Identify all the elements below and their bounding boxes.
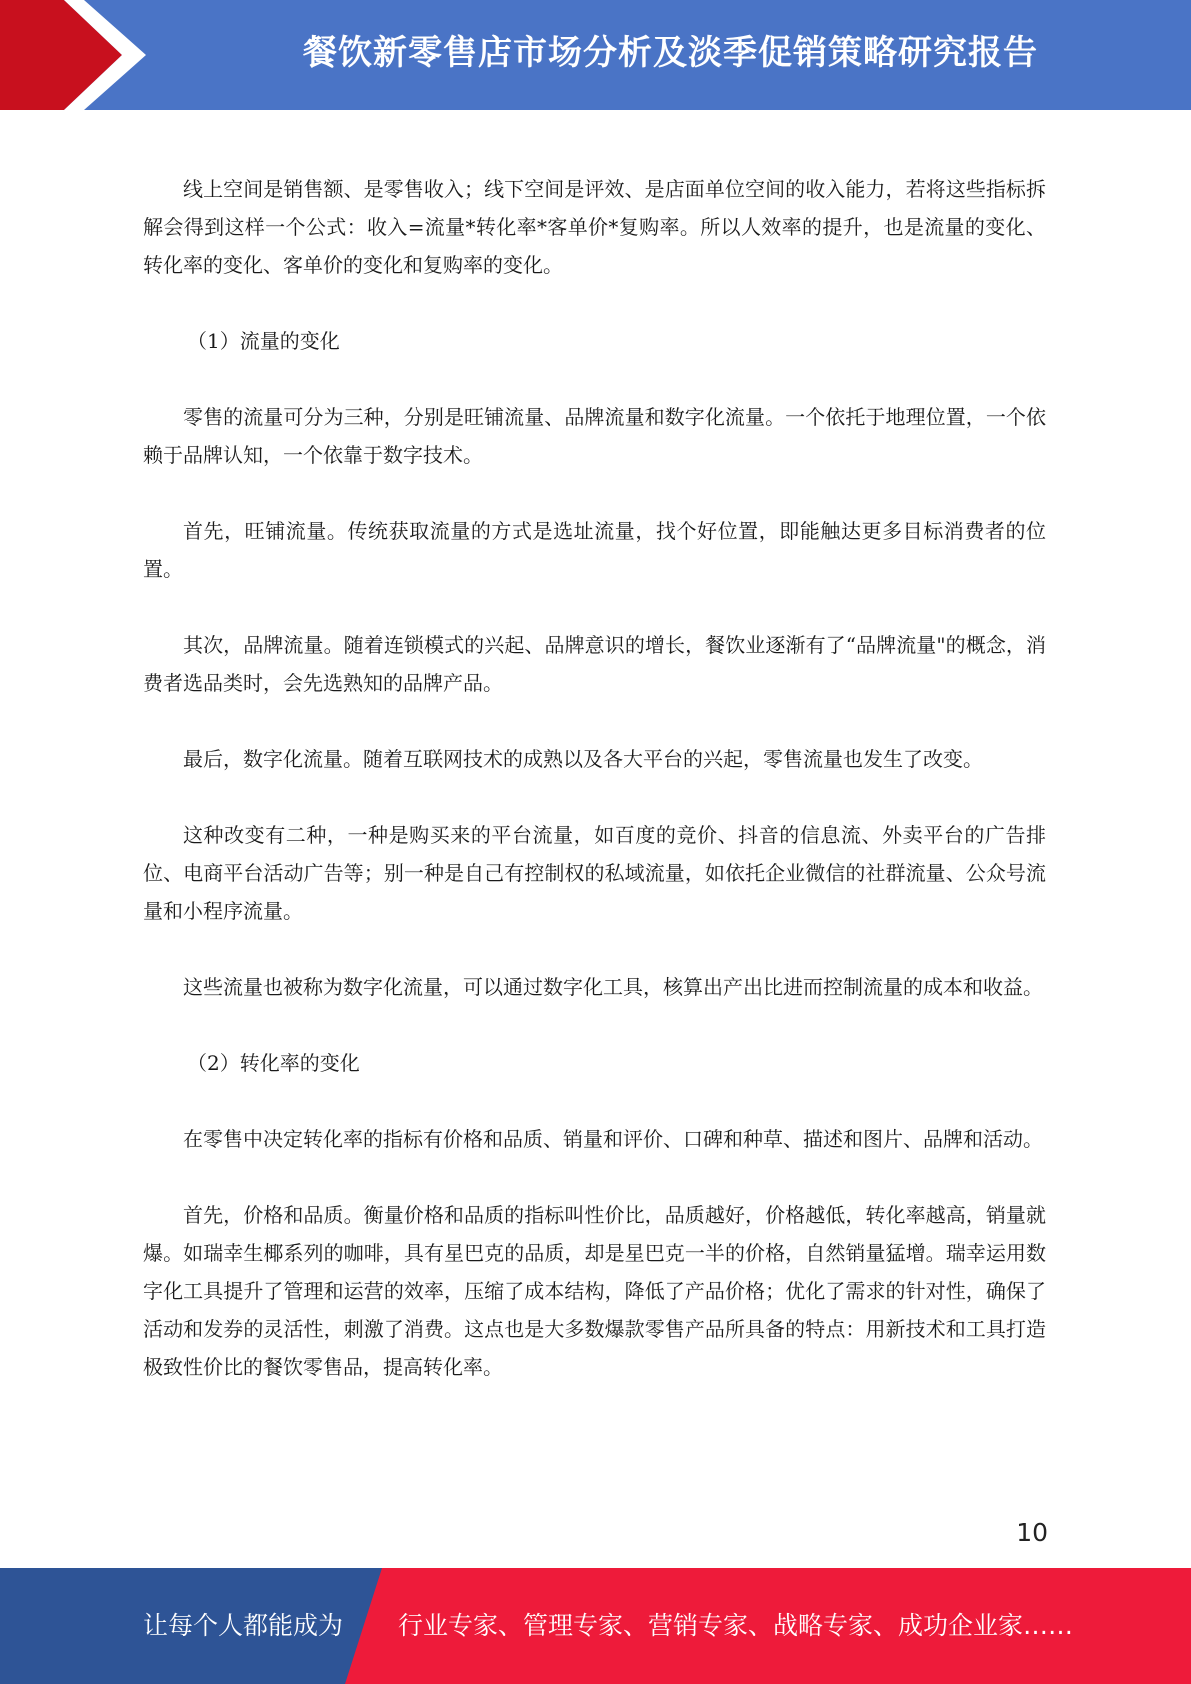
- report-title: 餐饮新零售店市场分析及淡季促销策略研究报告: [303, 33, 1038, 73]
- report-footer: [0, 1568, 1191, 1684]
- paragraph: 在零售中决定转化率的指标有价格和品质、销量和评价、口碑和种草、描述和图片、品牌和活动。: [183, 1127, 1043, 1151]
- paragraph: 这些流量也被称为数字化流量，可以通过数字化工具，核算出产出比进而控制流量的成本和收益。: [183, 975, 1043, 999]
- page-content: [143, 170, 1046, 1424]
- paragraph: 这种改变有二种，一种是购买来的平台流量，如百度的竞价、抖音的信息流、外卖平台的广告排位、电商平台活动广告等；别一种是自己有控制权的私域流量，如依托企业微信的社群流量、公众号流量和小程序流量。: [143, 823, 1046, 923]
- paragraph: 其次，品牌流量。随着连锁模式的兴起、品牌意识的增长，餐饮业逐渐有了“品牌流量"的概念，消费者选品类时，会先选熟知的品牌产品。: [143, 633, 1046, 695]
- footer-roles: 行业专家、管理专家、营销专家、战略专家、成功企业家……: [398, 1611, 1074, 1640]
- paragraph: 线上空间是销售额、是零售收入；线下空间是评效、是店面单位空间的收入能力，若将这些指标拆解会得到这样一个公式：收入=流量*转化率*客单价*复购率。所以人效率的提升，也是流量的变化、转化率的变化、客单价的变化和复购率的变化。: [143, 177, 1046, 277]
- paragraph: 首先，价格和品质。衡量价格和品质的指标叫性价比，品质越好，价格越低，转化率越高，销量就爆。如瑞幸生椰系列的咖啡，具有星巴克的品质，却是星巴克一半的价格，自然销量猛增。瑞幸运用数字化工具提升了管理和运营的效率，压缩了成本结构，降低了产品价格；优化了需求的针对性，确保了活动和发券的灵活性，刺激了消费。这点也是大多数爆款零售产品所具备的特点：用新技术和工具打造极致性价比的餐饮零售品，提高转化率。: [143, 1203, 1046, 1379]
- paragraph: 零售的流量可分为三种，分别是旺铺流量、品牌流量和数字化流量。一个依托于地理位置，一个依赖于品牌认知，一个依靠于数字技术。: [143, 405, 1046, 467]
- page-number: 10: [1016, 1518, 1048, 1547]
- footer-slogan: 让每个人都能成为: [143, 1611, 344, 1640]
- section-heading: （2）转化率的变化: [187, 1051, 360, 1075]
- report-header: [0, 0, 1191, 110]
- section-heading: （1）流量的变化: [187, 329, 340, 353]
- paragraph: 最后，数字化流量。随着互联网技术的成熟以及各大平台的兴起，零售流量也发生了改变。: [183, 747, 983, 771]
- header-chevron-decoration: [0, 0, 160, 110]
- paragraph: 首先，旺铺流量。传统获取流量的方式是选址流量，找个好位置，即能触达更多目标消费者的位置。: [143, 519, 1046, 581]
